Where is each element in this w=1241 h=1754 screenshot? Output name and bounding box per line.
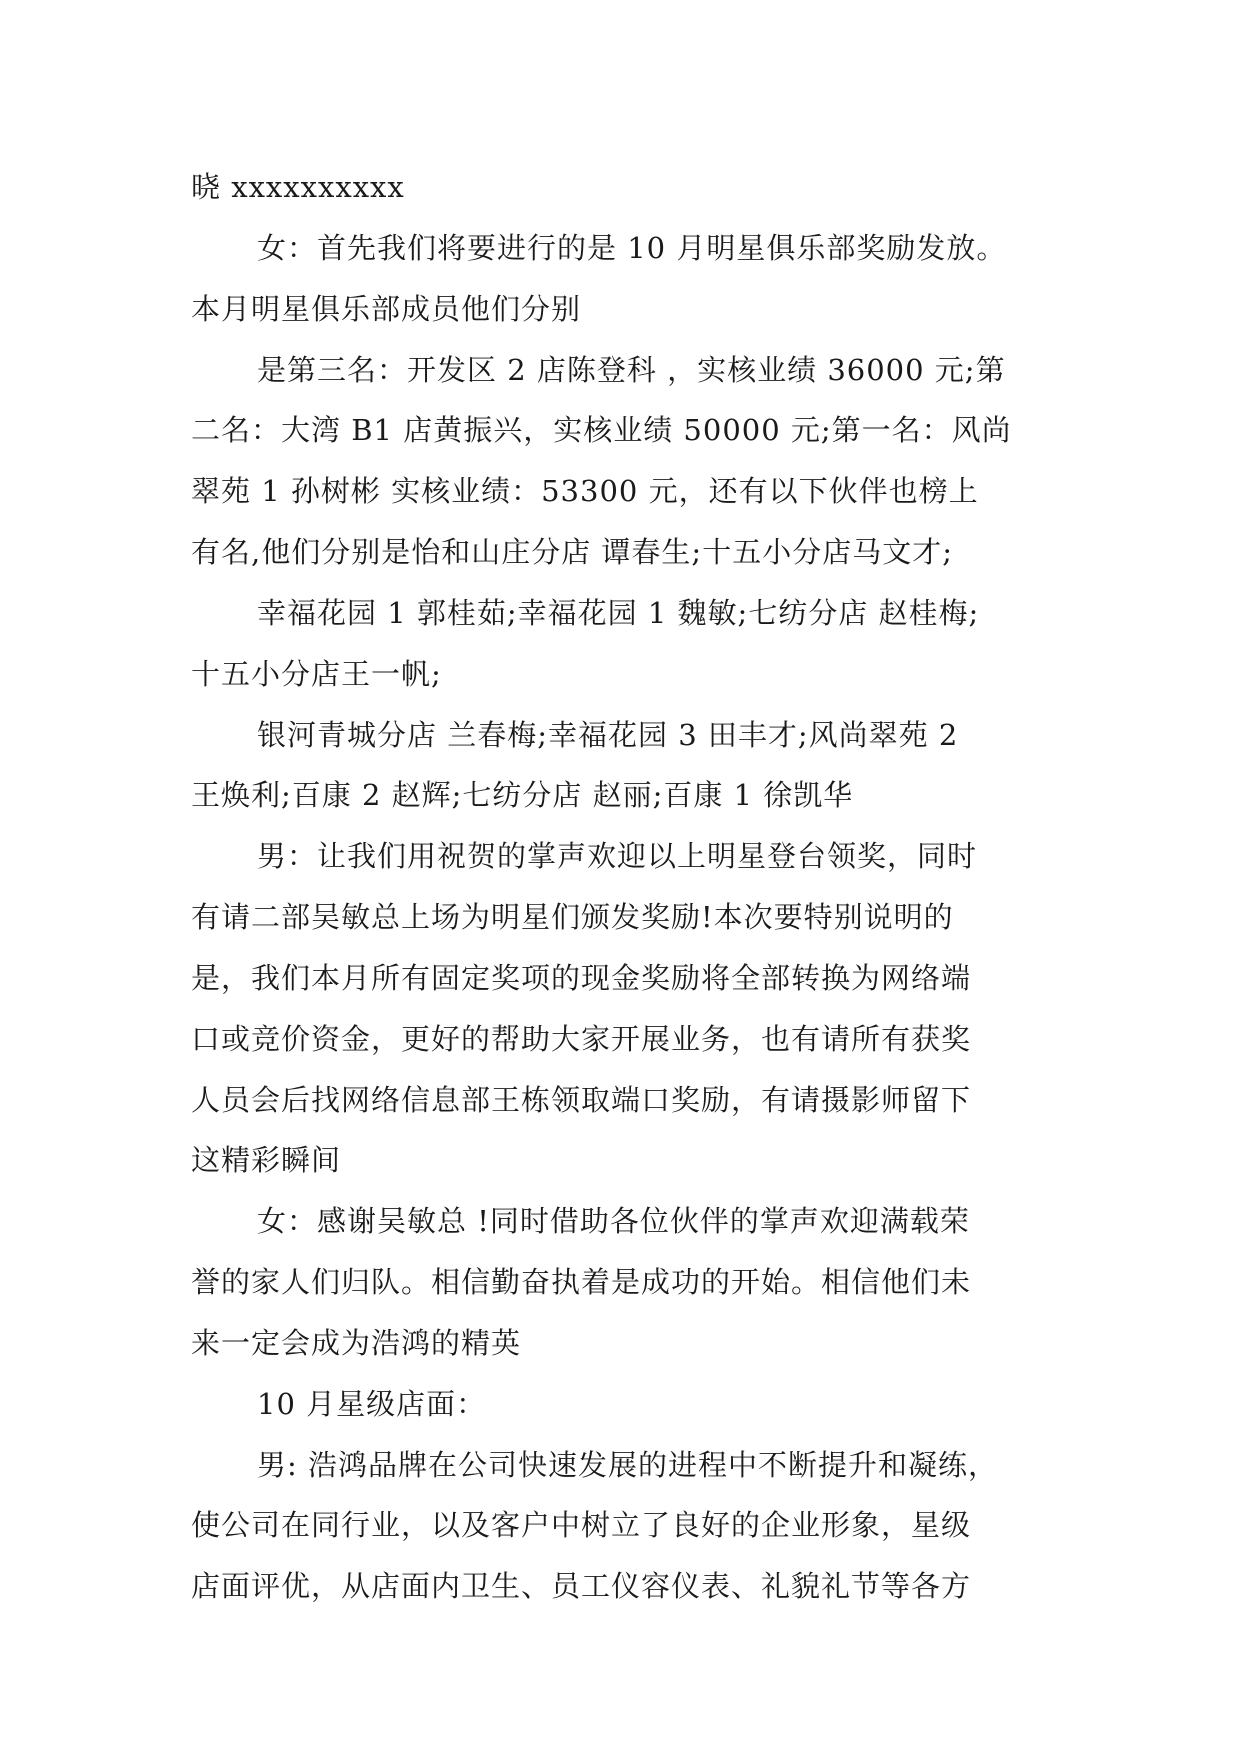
text-line: 店面评优，从店面内卫生、员工仪容仪表、礼貌礼节等各方 — [191, 1569, 972, 1603]
text-line: 本月明星俱乐部成员他们分别 — [191, 292, 582, 326]
text-line: 这精彩瞬间 — [191, 1143, 342, 1177]
text-line: 男：让我们用祝贺的掌声欢迎以上明星登台领奖，同时 — [257, 839, 978, 873]
text-line: 女：感谢吴敏总 !同时借助各位伙伴的掌声欢迎满载荣 — [257, 1204, 970, 1238]
text-line: 十五小分店王一帆; — [191, 657, 442, 691]
text-line: 翠苑 1 孙树彬 实核业绩：53300 元，还有以下伙伴也榜上 — [191, 474, 979, 508]
text-line: 银河青城分店 兰春梅;幸福花园 3 田丰才;风尚翠苑 2 — [257, 718, 959, 752]
text-line: 有请二部吴敏总上场为明星们颁发奖励!本次要特别说明的 — [191, 900, 954, 934]
text-line: 是第三名：开发区 2 店陈登科 ，实核业绩 36000 元;第 — [257, 353, 1006, 387]
text-line: 是，我们本月所有固定奖项的现金奖励将全部转换为网络端 — [191, 961, 972, 995]
text-line: 王焕利;百康 2 赵辉;七纺分店 赵丽;百康 1 徐凯华 — [191, 778, 854, 812]
text-line: 人员会后找网络信息部王栋领取端口奖励，有请摄影师留下 — [191, 1083, 972, 1117]
text-line: 誉的家人们归队。相信勤奋执着是成功的开始。相信他们未 — [191, 1265, 972, 1299]
text-line: 女：首先我们将要进行的是 10 月明星俱乐部奖励发放。 — [257, 231, 1007, 265]
text-line: 来一定会成为浩鸿的精英 — [191, 1326, 522, 1360]
text-line: 男: 浩鸿品牌在公司快速发展的进程中不断提升和凝练， — [257, 1448, 998, 1482]
text-line: 幸福花园 1 郭桂茹;幸福花园 1 魏敏;七纺分店 赵桂梅; — [257, 596, 980, 630]
text-line: 二名：大湾 B1 店黄振兴，实核业绩 50000 元;第一名：风尚 — [191, 413, 1012, 447]
text-line: 有名,他们分别是怡和山庄分店 谭春生;十五小分店马文才; — [191, 535, 953, 569]
text-line: 晓 xxxxxxxxxx — [191, 170, 405, 204]
text-line: 口或竞价资金，更好的帮助大家开展业务，也有请所有获奖 — [191, 1022, 972, 1056]
text-line: 10 月星级店面： — [257, 1387, 487, 1421]
text-line: 使公司在同行业，以及客户中树立了良好的企业形象，星级 — [191, 1508, 972, 1542]
